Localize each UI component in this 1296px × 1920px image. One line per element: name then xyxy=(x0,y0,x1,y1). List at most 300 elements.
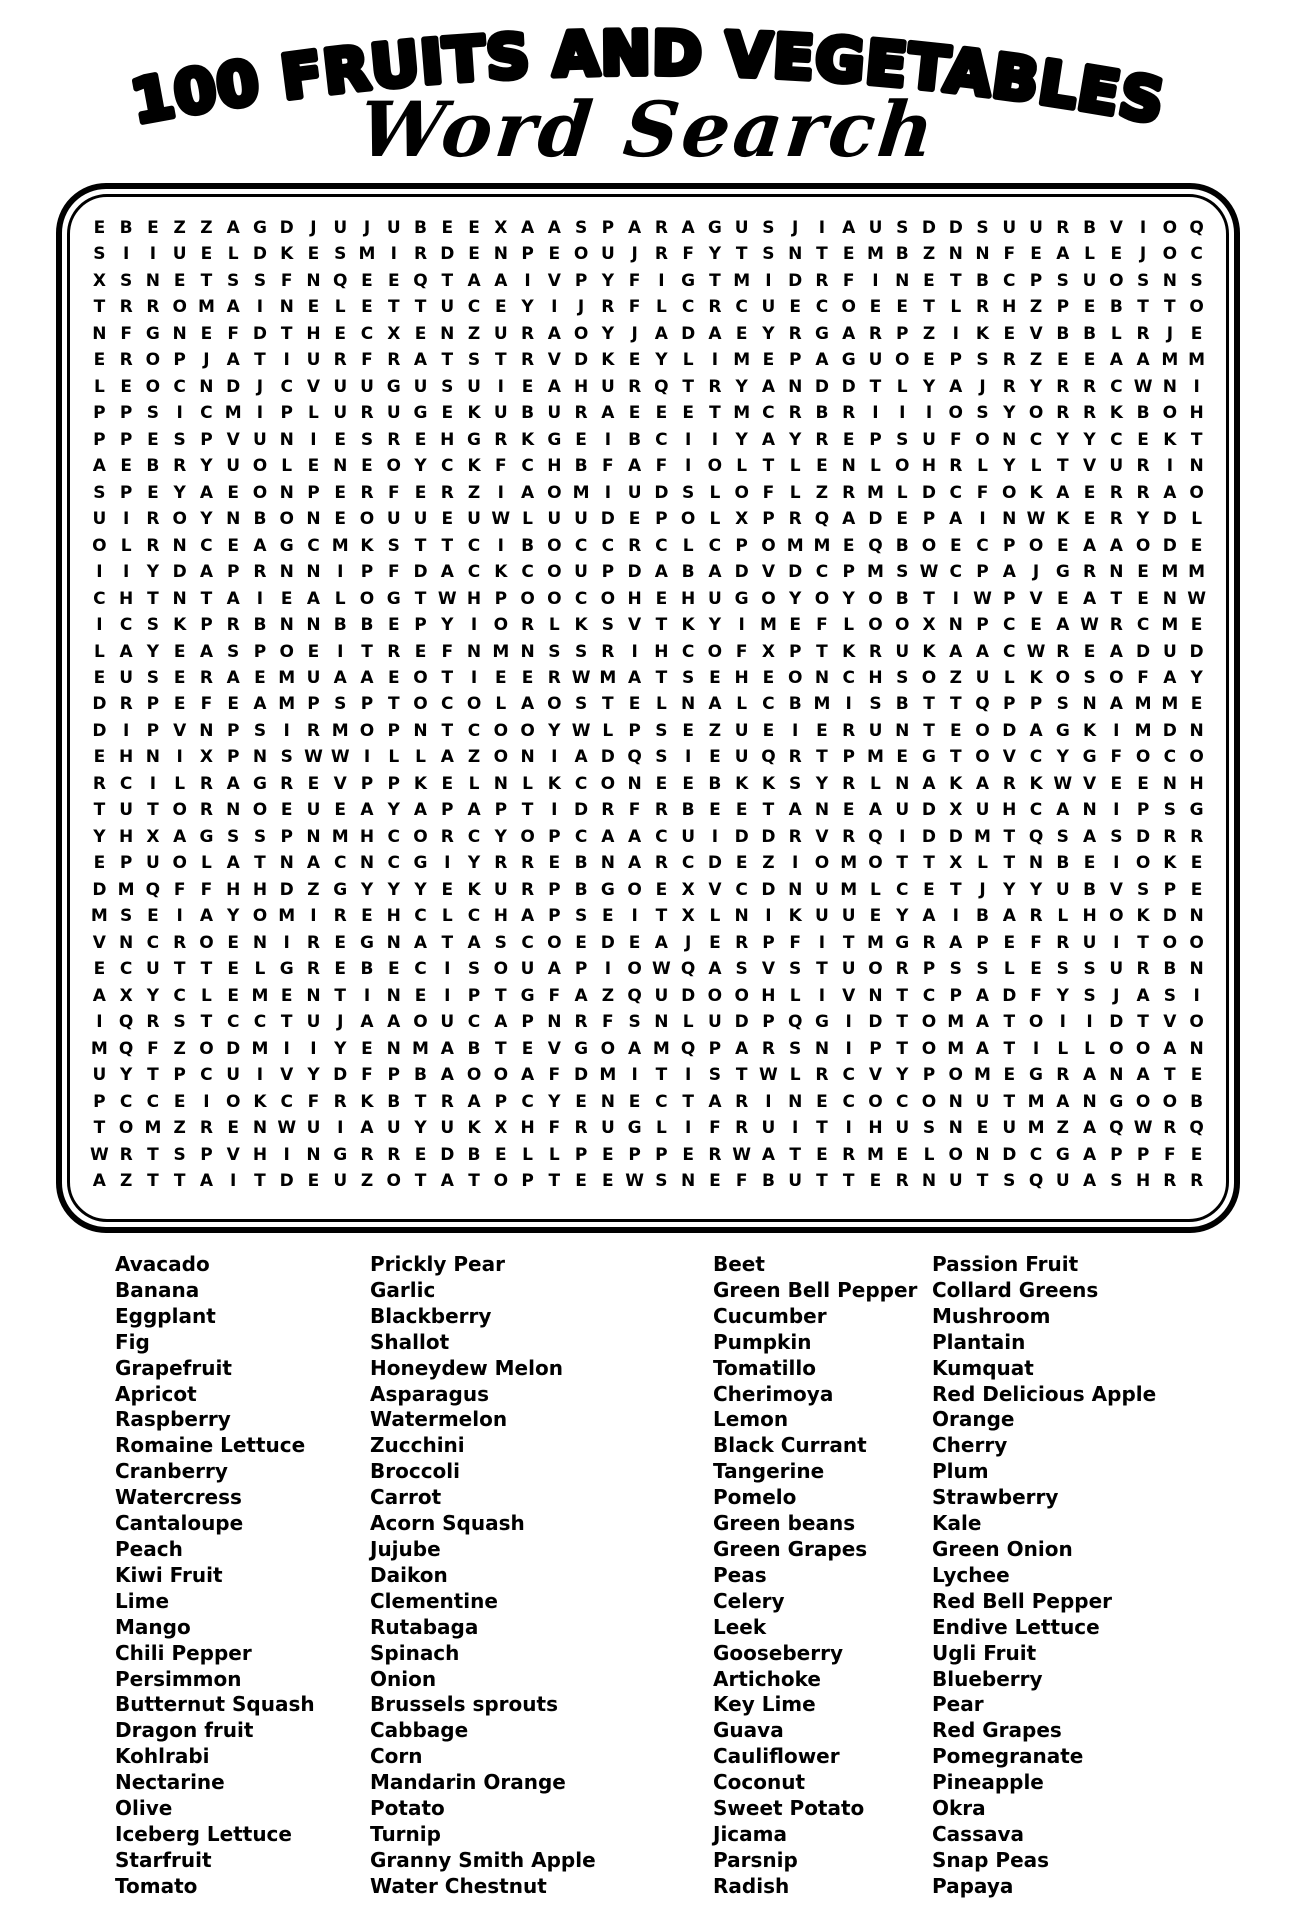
word-list-item: Snap Peas xyxy=(932,1847,1050,1872)
grid-cell: E xyxy=(923,270,935,291)
grid-cell: R xyxy=(521,350,535,371)
grid-cell: E xyxy=(709,747,721,768)
grid-cell: Y xyxy=(1056,429,1069,450)
grid-cell: K xyxy=(1029,668,1043,688)
grid-cell: E xyxy=(414,1144,427,1165)
grid-cell: C xyxy=(414,906,427,927)
grid-cell: N xyxy=(788,376,803,397)
grid-cell: F xyxy=(709,1118,721,1139)
grid-cell: T xyxy=(602,694,614,715)
grid-cell: A xyxy=(654,932,668,953)
grid-cell: N xyxy=(1162,588,1177,609)
grid-cell: O xyxy=(1028,403,1044,424)
grid-cell: R xyxy=(1002,376,1016,397)
grid-cell: T xyxy=(816,244,828,265)
grid-cell: B xyxy=(360,959,374,980)
grid-cell: E xyxy=(1190,879,1203,900)
grid-cell: S xyxy=(655,747,668,768)
grid-cell: S xyxy=(869,694,882,715)
grid-cell: A xyxy=(949,509,963,530)
grid-cell: H xyxy=(868,1118,883,1139)
word-list-item: Chili Pepper xyxy=(115,1640,252,1665)
grid-cell: V xyxy=(1029,323,1043,344)
grid-cell: K xyxy=(467,879,481,900)
grid-cell: A xyxy=(574,985,588,1006)
grid-cell: E xyxy=(414,985,427,1006)
grid-cell: T xyxy=(441,932,454,953)
grid-cell: P xyxy=(494,800,508,821)
grid-cell: F xyxy=(655,456,668,477)
grid-cell: I xyxy=(658,270,665,291)
grid-cell: J xyxy=(203,350,210,371)
grid-cell: U xyxy=(975,668,990,688)
grid-cell: T xyxy=(254,853,266,874)
grid-cell: H xyxy=(493,906,508,927)
grid-cell: W xyxy=(437,588,457,609)
grid-cell: N xyxy=(948,615,963,636)
grid-cell: Z xyxy=(119,1171,133,1192)
grid-cell: C xyxy=(280,376,293,397)
grid-cell: I xyxy=(551,800,558,821)
grid-cell: S xyxy=(574,217,588,238)
grid-cell: O xyxy=(252,906,268,927)
grid-cell: P xyxy=(655,509,668,530)
grid-cell: A xyxy=(119,641,133,662)
grid-cell: L xyxy=(843,615,855,636)
grid-cell: M xyxy=(331,826,349,847)
grid-cell: X xyxy=(494,1118,508,1139)
grid-cell: E xyxy=(441,773,454,794)
grid-cell: A xyxy=(922,906,936,927)
grid-cell: N xyxy=(413,720,428,741)
grid-cell: H xyxy=(1189,773,1204,794)
word-list-item: Prickly Pear xyxy=(370,1252,505,1276)
grid-cell: N xyxy=(948,244,963,265)
grid-cell: S xyxy=(548,641,561,662)
grid-cell: A xyxy=(628,1038,642,1059)
word-list-item: Lemon xyxy=(713,1407,789,1432)
grid-cell: G xyxy=(681,270,696,291)
word-list-item: Granny Smith Apple xyxy=(370,1847,596,1872)
grid-cell: Z xyxy=(949,668,962,688)
grid-cell: L xyxy=(1030,456,1042,477)
grid-cell: D xyxy=(761,879,776,900)
grid-cell: A xyxy=(333,668,347,688)
grid-cell: S xyxy=(120,270,133,291)
word-list-item: Celery xyxy=(713,1588,785,1613)
grid-cell: O xyxy=(1109,1038,1124,1059)
grid-cell: N xyxy=(814,800,830,821)
grid-cell: P xyxy=(1003,535,1016,556)
grid-cell: K xyxy=(574,615,588,636)
grid-cell: E xyxy=(93,217,106,238)
grid-cell: I xyxy=(122,244,130,265)
grid-cell: E xyxy=(628,509,641,530)
grid-cell: M xyxy=(652,1038,670,1059)
grid-cell: B xyxy=(976,270,989,291)
grid-cell: I xyxy=(256,1065,264,1086)
grid-cell: Y xyxy=(334,1038,347,1059)
grid-cell: N xyxy=(1189,959,1204,980)
grid-cell: Y xyxy=(548,720,561,741)
grid-cell: O xyxy=(600,1038,616,1059)
grid-cell: O xyxy=(921,1038,937,1059)
grid-cell: B xyxy=(1109,297,1123,318)
grid-cell: P xyxy=(360,562,374,583)
grid-cell: E xyxy=(789,615,801,636)
grid-cell: T xyxy=(414,588,427,609)
grid-cell: L xyxy=(1110,323,1122,344)
grid-cell: G xyxy=(574,1038,589,1059)
grid-cell: E xyxy=(1190,853,1203,874)
word-list-item: Pear xyxy=(932,1692,984,1717)
grid-cell: Y xyxy=(414,1118,427,1139)
grid-cell: W xyxy=(1080,615,1099,636)
grid-cell: R xyxy=(1109,615,1123,636)
grid-cell: K xyxy=(280,244,294,265)
grid-cell: N xyxy=(788,244,803,265)
grid-cell: E xyxy=(816,1091,828,1112)
grid-cell: F xyxy=(735,1171,748,1192)
grid-cell: E xyxy=(521,668,534,688)
grid-cell: A xyxy=(922,773,936,794)
grid-cell: E xyxy=(1137,429,1149,450)
grid-cell: O xyxy=(279,509,294,530)
grid-cell: D xyxy=(574,1065,589,1086)
grid-cell: U xyxy=(975,800,990,821)
grid-cell: R xyxy=(842,720,856,741)
grid-cell: H xyxy=(1189,403,1204,424)
grid-cell: M xyxy=(759,615,777,636)
word-list-item: Mandarin Orange xyxy=(370,1770,566,1795)
grid-cell: R xyxy=(199,668,213,688)
grid-cell: N xyxy=(841,456,856,477)
grid-cell: D xyxy=(1002,985,1017,1006)
grid-cell: Y xyxy=(119,1065,133,1086)
grid-cell: G xyxy=(1055,1144,1070,1165)
grid-cell: R xyxy=(333,1091,347,1112)
grid-cell: N xyxy=(814,1038,830,1059)
grid-cell: A xyxy=(949,641,963,662)
word-list-item: Pomelo xyxy=(713,1485,797,1510)
grid-cell: I xyxy=(684,747,692,768)
word-list-item: Cantaloupe xyxy=(115,1511,244,1536)
grid-cell: A xyxy=(226,853,240,874)
grid-cell: E xyxy=(334,429,347,450)
grid-cell: R xyxy=(1190,1171,1204,1192)
grid-cell: N xyxy=(921,1171,937,1192)
grid-cell: N xyxy=(172,588,187,609)
grid-cell: I xyxy=(845,1118,852,1139)
grid-cell: U xyxy=(761,1118,776,1139)
grid-cell: P xyxy=(548,826,561,847)
grid-cell: F xyxy=(227,323,239,344)
word-list-item: Pineapple xyxy=(932,1770,1044,1795)
grid-cell: P xyxy=(628,1144,641,1165)
grid-cell: I xyxy=(96,615,103,636)
grid-cell: O xyxy=(895,456,910,477)
grid-cell: S xyxy=(360,429,374,450)
word-list-item: Peas xyxy=(713,1562,767,1587)
grid-cell: T xyxy=(361,641,373,662)
grid-cell: A xyxy=(1056,1091,1070,1112)
grid-cell: S xyxy=(146,615,160,636)
grid-cell: V xyxy=(226,429,240,450)
grid-cell: M xyxy=(1161,694,1179,715)
grid-cell: A xyxy=(1056,482,1070,503)
grid-cell: R xyxy=(1056,403,1070,424)
grid-cell: A xyxy=(1082,588,1097,609)
grid-cell: V xyxy=(547,350,561,371)
grid-cell: F xyxy=(816,615,828,636)
grid-cell: S xyxy=(227,641,240,662)
grid-cell: O xyxy=(761,588,776,609)
grid-cell: T xyxy=(923,297,935,318)
grid-cell: D xyxy=(868,509,883,530)
grid-cell: M xyxy=(840,879,858,900)
grid-cell: E xyxy=(1083,853,1096,874)
grid-cell: E xyxy=(93,747,106,768)
word-list-item: Passion Fruit xyxy=(932,1252,1079,1276)
grid-cell: O xyxy=(1002,482,1017,503)
word-list-item: Key Lime xyxy=(713,1692,816,1717)
word-list-item: Jicama xyxy=(713,1821,787,1846)
grid-cell: J xyxy=(1139,244,1147,265)
grid-cell: I xyxy=(604,482,612,503)
grid-cell: N xyxy=(333,456,348,477)
grid-cell: V xyxy=(842,985,856,1006)
word-list-item: Acorn Squash xyxy=(370,1511,525,1536)
grid-cell: M xyxy=(1188,350,1206,371)
grid-cell: G xyxy=(145,323,160,344)
grid-cell: T xyxy=(441,270,454,291)
grid-cell: Y xyxy=(735,429,748,450)
word-list-item: Kumquat xyxy=(932,1355,1034,1380)
grid-cell: Z xyxy=(200,217,213,238)
grid-cell: E xyxy=(896,1144,909,1165)
grid-cell: T xyxy=(147,588,159,609)
word-list-item: Jujube xyxy=(370,1536,441,1561)
grid-cell: M xyxy=(90,906,108,927)
grid-cell: U xyxy=(493,403,508,424)
grid-cell: U xyxy=(895,641,910,662)
grid-cell: G xyxy=(1055,562,1070,583)
grid-cell: L xyxy=(1057,906,1069,927)
grid-cell: W xyxy=(1053,773,1073,794)
grid-cell: Z xyxy=(467,747,481,768)
grid-cell: E xyxy=(334,323,347,344)
grid-cell: Z xyxy=(762,853,775,874)
grid-cell: A xyxy=(975,1012,990,1033)
grid-cell: Z xyxy=(173,217,186,238)
grid-cell: U xyxy=(1029,217,1043,238)
word-list-item: Kohlrabi xyxy=(115,1744,210,1769)
grid-cell: S xyxy=(1003,1171,1016,1192)
grid-cell: T xyxy=(200,270,213,291)
grid-cell: U xyxy=(975,1091,990,1112)
grid-cell: A xyxy=(547,959,561,980)
grid-cell: E xyxy=(387,615,400,636)
grid-cell: S xyxy=(628,1012,641,1033)
grid-cell: E xyxy=(1083,482,1096,503)
grid-cell: A xyxy=(788,800,802,821)
grid-cell: A xyxy=(1136,985,1150,1006)
grid-cell: C xyxy=(574,826,588,847)
grid-cell: R xyxy=(306,959,321,980)
grid-cell: G xyxy=(707,217,722,238)
grid-cell: C xyxy=(173,985,186,1006)
grid-cell: A xyxy=(226,350,240,371)
grid-cell: A xyxy=(440,1065,454,1086)
grid-cell: D xyxy=(226,376,241,397)
grid-cell: W xyxy=(1133,1118,1153,1139)
grid-cell: C xyxy=(441,694,454,715)
grid-cell: T xyxy=(949,270,962,291)
grid-cell: X xyxy=(681,879,695,900)
grid-cell: P xyxy=(976,615,989,636)
grid-cell: G xyxy=(279,959,294,980)
grid-cell: T xyxy=(280,1012,293,1033)
grid-cell: N xyxy=(1082,800,1097,821)
grid-cell: P xyxy=(1029,270,1043,291)
grid-cell: B xyxy=(1056,323,1070,344)
grid-cell: H xyxy=(306,323,321,344)
grid-cell: W xyxy=(625,1171,644,1192)
grid-cell: O xyxy=(225,1091,241,1112)
grid-cell: P xyxy=(521,1171,534,1192)
grid-cell: L xyxy=(870,456,881,477)
grid-cell: E xyxy=(414,323,427,344)
grid-cell: E xyxy=(709,800,721,821)
grid-cell: U xyxy=(1162,641,1177,662)
grid-cell: E xyxy=(468,217,480,238)
grid-cell: O xyxy=(814,853,830,874)
grid-cell: Z xyxy=(1029,297,1043,318)
grid-cell: E xyxy=(280,588,293,609)
grid-cell: B xyxy=(387,1091,401,1112)
grid-cell: B xyxy=(976,906,989,927)
grid-cell: N xyxy=(520,641,535,662)
grid-cell: X xyxy=(681,906,695,927)
word-list-item: Green Grapes xyxy=(713,1536,868,1561)
grid-cell: P xyxy=(762,932,775,953)
grid-cell: C xyxy=(815,297,829,318)
grid-cell: K xyxy=(1029,773,1043,794)
grid-cell: B xyxy=(119,217,133,238)
grid-cell: N xyxy=(359,853,375,874)
grid-cell: O xyxy=(359,509,375,530)
grid-cell: O xyxy=(921,535,937,556)
grid-cell: O xyxy=(948,1065,963,1086)
grid-cell: Q xyxy=(1028,826,1044,847)
grid-cell: A xyxy=(440,747,454,768)
grid-cell: E xyxy=(1137,773,1149,794)
grid-cell: R xyxy=(628,376,642,397)
grid-cell: N xyxy=(600,853,615,874)
grid-cell: K xyxy=(1109,403,1123,424)
grid-cell: P xyxy=(895,323,909,344)
grid-cell: E xyxy=(976,1118,989,1139)
grid-cell: P xyxy=(226,720,240,741)
grid-cell: F xyxy=(1030,932,1042,953)
grid-cell: T xyxy=(842,932,855,953)
grid-cell: E xyxy=(361,1038,373,1059)
grid-cell: I xyxy=(363,985,371,1006)
grid-cell: S xyxy=(173,429,186,450)
grid-cell: F xyxy=(120,323,132,344)
grid-cell: C xyxy=(467,535,481,556)
grid-cell: U xyxy=(493,879,508,900)
grid-cell: P xyxy=(922,959,936,980)
grid-cell: D xyxy=(92,694,107,715)
grid-cell: C xyxy=(655,1091,668,1112)
grid-cell: N xyxy=(1002,509,1017,530)
grid-cell: S xyxy=(682,668,695,688)
grid-cell: A xyxy=(92,1171,106,1192)
grid-cell: T xyxy=(896,1038,909,1059)
grid-cell: I xyxy=(390,244,397,265)
grid-cell: I xyxy=(497,376,504,397)
grid-cell: T xyxy=(441,535,454,556)
grid-cell: D xyxy=(1136,826,1151,847)
grid-cell: A xyxy=(1082,535,1097,556)
grid-cell: A xyxy=(628,668,642,688)
grid-cell: V xyxy=(280,1065,294,1086)
grid-cell: D xyxy=(172,562,187,583)
grid-cell: E xyxy=(441,217,454,238)
grid-cell: K xyxy=(601,350,615,371)
grid-cell: U xyxy=(306,350,321,371)
grid-cell: L xyxy=(896,376,908,397)
grid-cell: E xyxy=(361,456,373,477)
grid-cell: R xyxy=(842,773,856,794)
grid-cell: O xyxy=(868,588,883,609)
grid-cell: N xyxy=(1082,694,1097,715)
grid-cell: E xyxy=(709,932,721,953)
grid-cell: L xyxy=(1057,1038,1069,1059)
grid-cell: R xyxy=(119,350,133,371)
grid-cell: R xyxy=(574,1012,588,1033)
grid-cell: M xyxy=(331,720,349,741)
grid-cell: C xyxy=(360,323,374,344)
grid-cell: N xyxy=(172,323,187,344)
grid-cell: D xyxy=(1002,720,1017,741)
word-list-item: Water Chestnut xyxy=(370,1873,547,1898)
grid-cell: A xyxy=(92,456,106,477)
grid-cell: G xyxy=(413,853,428,874)
grid-cell: T xyxy=(655,615,668,636)
grid-cell: G xyxy=(547,429,562,450)
grid-cell: L xyxy=(334,588,346,609)
grid-cell: L xyxy=(655,694,667,715)
word-list-item: Asparagus xyxy=(370,1381,490,1406)
grid-cell: L xyxy=(950,297,962,318)
grid-cell: H xyxy=(573,376,589,397)
grid-cell: C xyxy=(681,853,695,874)
word-list-item: Sweet Potato xyxy=(713,1796,865,1821)
grid-cell: A xyxy=(1082,826,1097,847)
grid-cell: E xyxy=(735,323,748,344)
grid-cell: T xyxy=(896,853,909,874)
grid-cell: Y xyxy=(1056,747,1069,768)
grid-cell: S xyxy=(896,429,909,450)
grid-cell: I xyxy=(631,641,638,662)
grid-cell: T xyxy=(1003,853,1016,874)
grid-cell: B xyxy=(414,217,427,238)
grid-cell: K xyxy=(949,773,963,794)
grid-cell: N xyxy=(306,985,321,1006)
grid-cell: N xyxy=(306,826,321,847)
